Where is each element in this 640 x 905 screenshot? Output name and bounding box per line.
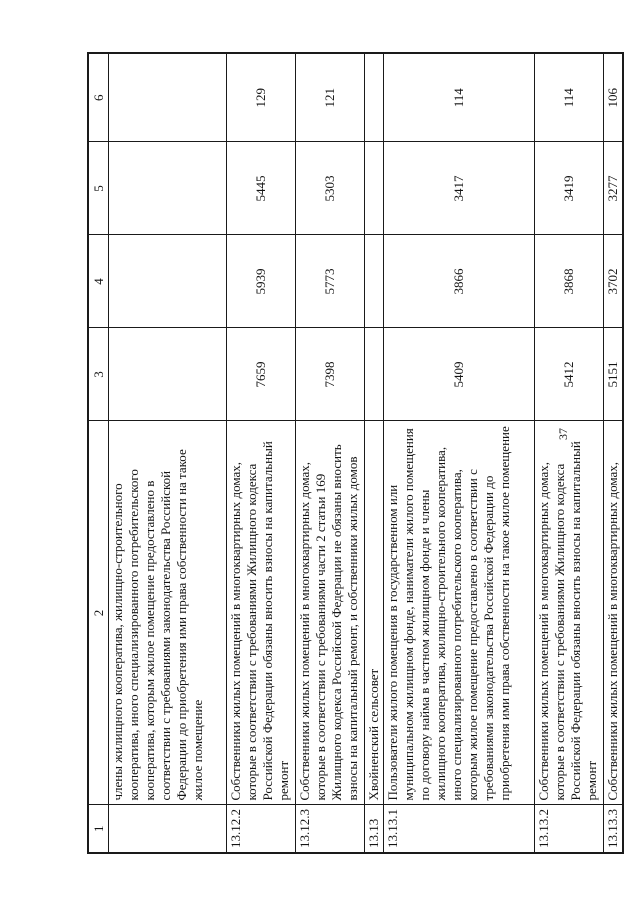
value-col-3: 5409 (384, 328, 535, 421)
column-header: 3 (88, 328, 109, 421)
page-number: 37 (556, 428, 570, 440)
row-code: 13.12.3 (296, 805, 365, 853)
value-col-5: 5303 (296, 142, 365, 235)
row-description: Собственники жилых помещений в многоквартирных домах, которые в соответствии с требованиями Жилищного кодекса Российской Федерации обязаны вносить взносы на капитальный ремонт (227, 421, 296, 805)
row-description: Собственники жилых помещений в многоквартирных домах, которые в соответствии с требованиями Жилищного кодекса Российской Федерации обязаны вносить взносы на капитальный ремонт (535, 421, 604, 805)
value-col-3: 5412 (535, 328, 604, 421)
value-col-4: 3868 (535, 235, 604, 328)
rotated-page (87, 54, 620, 854)
row-code: 13.13 (365, 805, 384, 853)
value-col-3: 7398 (296, 328, 365, 421)
row-description: Собственники жилых помещений в многоквартирных домах, которые в соответствии с требованиями части 2 статьи 169 Жилищного кодекса Российской Федерации не обязаны вносить взносы на капитальный ремонт, и собственники жилых домов (296, 421, 365, 805)
value-col-4 (365, 235, 384, 328)
column-header: 5 (88, 142, 109, 235)
value-col-4: 3702 (604, 235, 624, 328)
row-code: 13.13.1 (384, 805, 535, 853)
value-col-6 (109, 53, 227, 142)
value-col-6: 114 (384, 53, 535, 142)
column-header: 4 (88, 235, 109, 328)
table-row (109, 53, 227, 853)
value-col-4: 5939 (227, 235, 296, 328)
value-col-3: 7659 (227, 328, 296, 421)
value-col-6: 129 (227, 53, 296, 142)
value-col-6: 121 (296, 53, 365, 142)
value-col-6: 114 (535, 53, 604, 142)
value-col-4 (109, 235, 227, 328)
value-col-5: 3417 (384, 142, 535, 235)
table-row (604, 53, 624, 853)
column-header: 1 (88, 805, 109, 853)
table-header-row (88, 53, 109, 853)
value-col-4: 3866 (384, 235, 535, 328)
row-code: 13.13.2 (535, 805, 604, 853)
value-col-5: 5445 (227, 142, 296, 235)
row-description: члены жилищного кооператива, жилищно-строительного кооператива, иного специализированного потребительского кооператива, которым жилое помещение предоставлено в соответствии с требованиями законодательства Российской Федерации до приобретения ими права собственности на такое жилое помещение (109, 421, 227, 805)
row-code: 13.12.2 (227, 805, 296, 853)
value-col-5: 3277 (604, 142, 624, 235)
row-description: Пользователи жилого помещения в государственном или муниципальном жилищном фонде, наниматели жилого помещения по договору найма в частном жилищном фонде и члены жилищного кооператива, жилищно-строительного кооператива, иного специализированного потребительского кооператива, которым жилое помещение предоставлено в соответствии с требованиями законодательства Российской Федерации до приобретения ими права собственности на такое жилое помещение (384, 421, 535, 805)
tariff-table (87, 52, 624, 854)
row-code: 13.13.3 (604, 805, 624, 853)
table-row (296, 53, 365, 853)
value-col-6: 106 (604, 53, 624, 142)
value-col-5 (365, 142, 384, 235)
row-description: Хвойненский сельсовет (365, 421, 384, 805)
value-col-5: 3419 (535, 142, 604, 235)
table-row (365, 53, 384, 853)
value-col-3 (109, 328, 227, 421)
column-header: 2 (88, 421, 109, 805)
table-row (535, 53, 604, 853)
column-header: 6 (88, 53, 109, 142)
value-col-5 (109, 142, 227, 235)
value-col-6 (365, 53, 384, 142)
table-row (227, 53, 296, 853)
value-col-4: 5773 (296, 235, 365, 328)
value-col-3: 5151 (604, 328, 624, 421)
table-row (384, 53, 535, 853)
row-description: Собственники жилых помещений в многоквартирных домах, (604, 421, 624, 805)
row-code (109, 805, 227, 853)
value-col-3 (365, 328, 384, 421)
